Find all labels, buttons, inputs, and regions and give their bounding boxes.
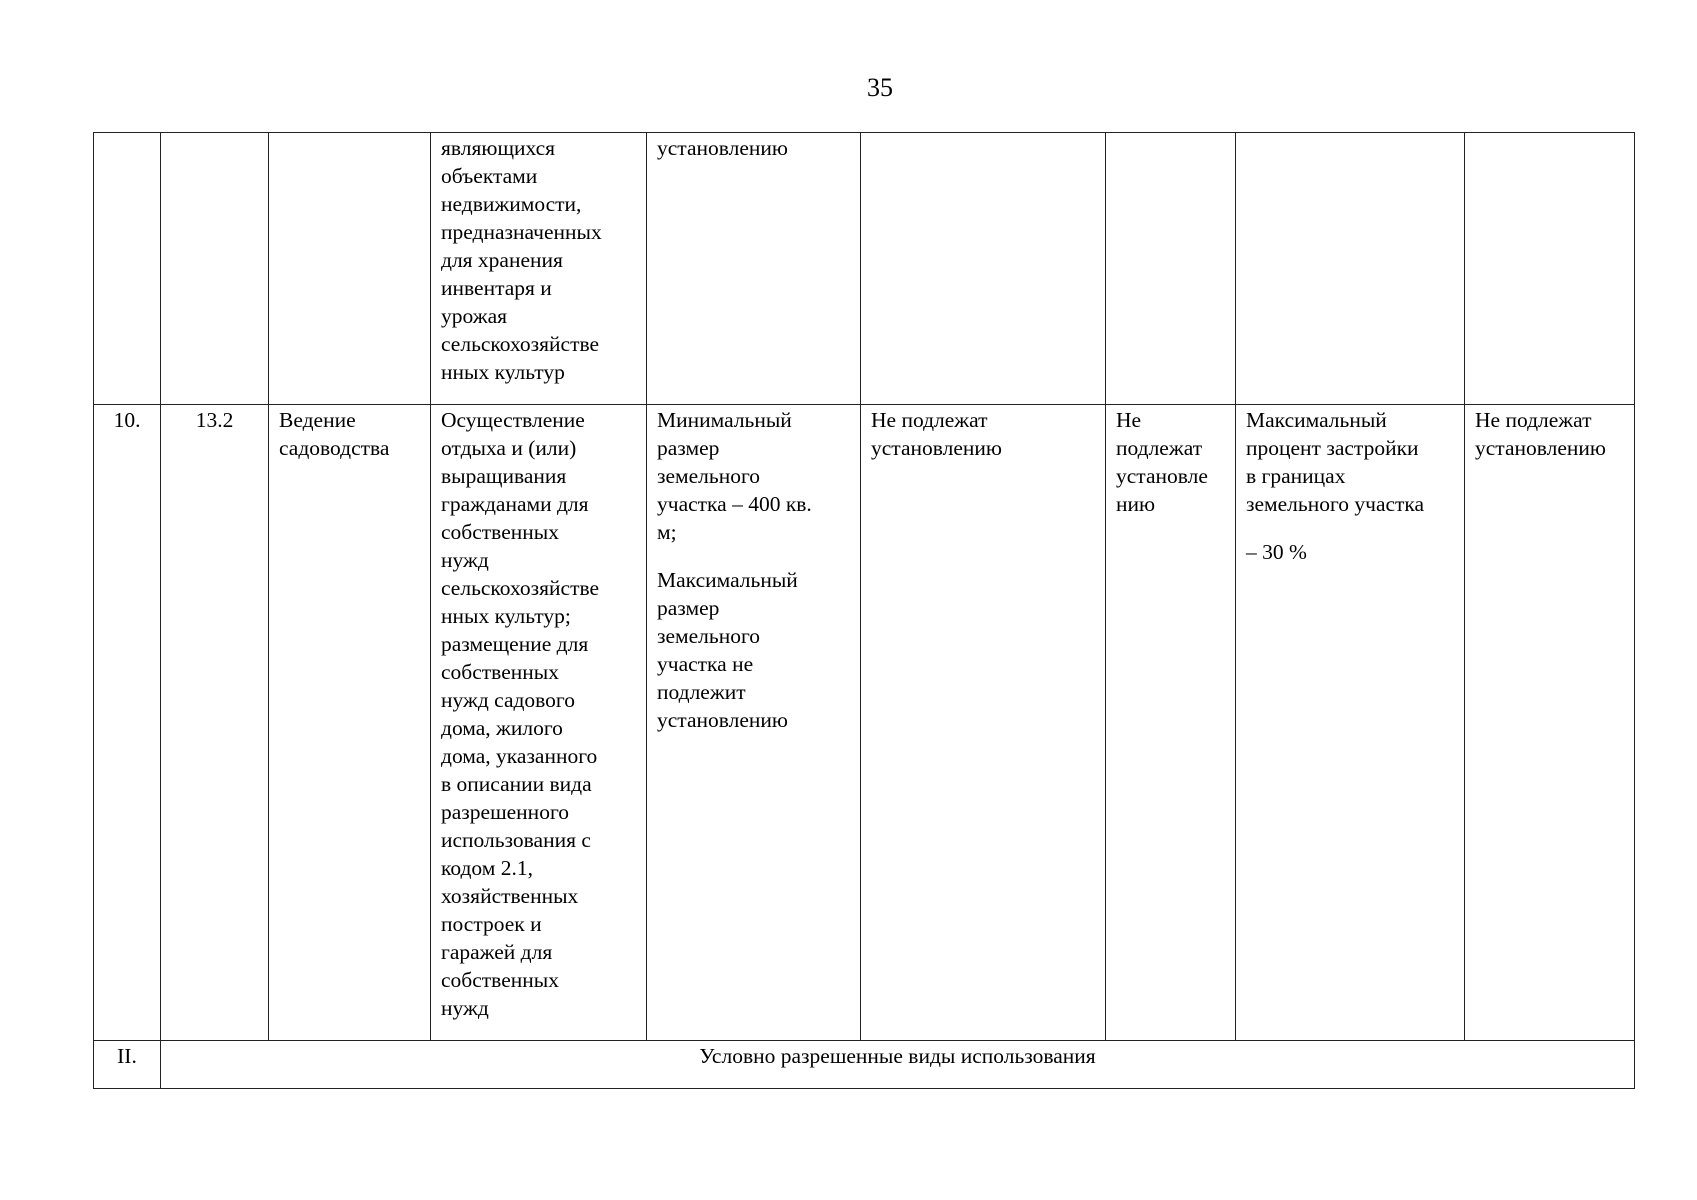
col8-value [1236,405,1465,1041]
cell-col6 [861,133,1106,405]
cell-col8 [1236,133,1465,405]
col7-text: Не подлежат установле нию [1116,408,1208,516]
use-name [269,405,431,1041]
use-name-text: Ведение садоводства [279,408,390,460]
use-description [431,405,647,1041]
plot-size-text: установлению [657,136,788,160]
description-text: являющихся объектами недвижимости, предназначенных для хранения инвентаря и урожая сельскохозяйстве нных культур [441,136,602,384]
cell-description [431,133,647,405]
building-percent-label: Максимальный процент застройки в границах земельного участка [1246,408,1425,516]
plot-size-max: Максимальный размер земельного участка не подлежит установлению [657,568,798,732]
use-code: 13.2 [161,405,269,1041]
col9-value [1465,405,1635,1041]
row-number: 10. [94,405,161,1041]
cell-plot-size [647,133,861,405]
page-number: 35 [867,73,893,102]
cell-col9 [1465,133,1635,405]
regulations-table [93,132,1635,1089]
building-percent-value: – 30 % [1246,540,1307,564]
use-description-text: Осуществление отдыха и (или) выращивания гражданами для собственных нужд сельскохозяйстве нных культур; размещение для собственных нужд садового дома, жилого дома, указанного в описании вида разрешенного использования с кодом 2.1, хозяйственных построек и гаражей для собственных нужд [441,408,600,1020]
cell-code [161,133,269,405]
cell-name [269,133,431,405]
section-row [94,1041,1635,1089]
col6-text: Не подлежат установлению [871,408,1002,460]
table-row-10 [94,405,1635,1041]
plot-size-min: Минимальный размер земельного участка – 400 кв. м; [657,408,812,544]
col6-value [861,405,1106,1041]
col7-value [1106,405,1236,1041]
section-title: Условно разрешенные виды использования [161,1041,1635,1089]
section-number: II. [94,1041,161,1089]
continuation-row [94,133,1635,405]
col9-text: Не подлежат установлению [1475,408,1606,460]
plot-size [647,405,861,1041]
cell-number [94,133,161,405]
cell-col7 [1106,133,1236,405]
